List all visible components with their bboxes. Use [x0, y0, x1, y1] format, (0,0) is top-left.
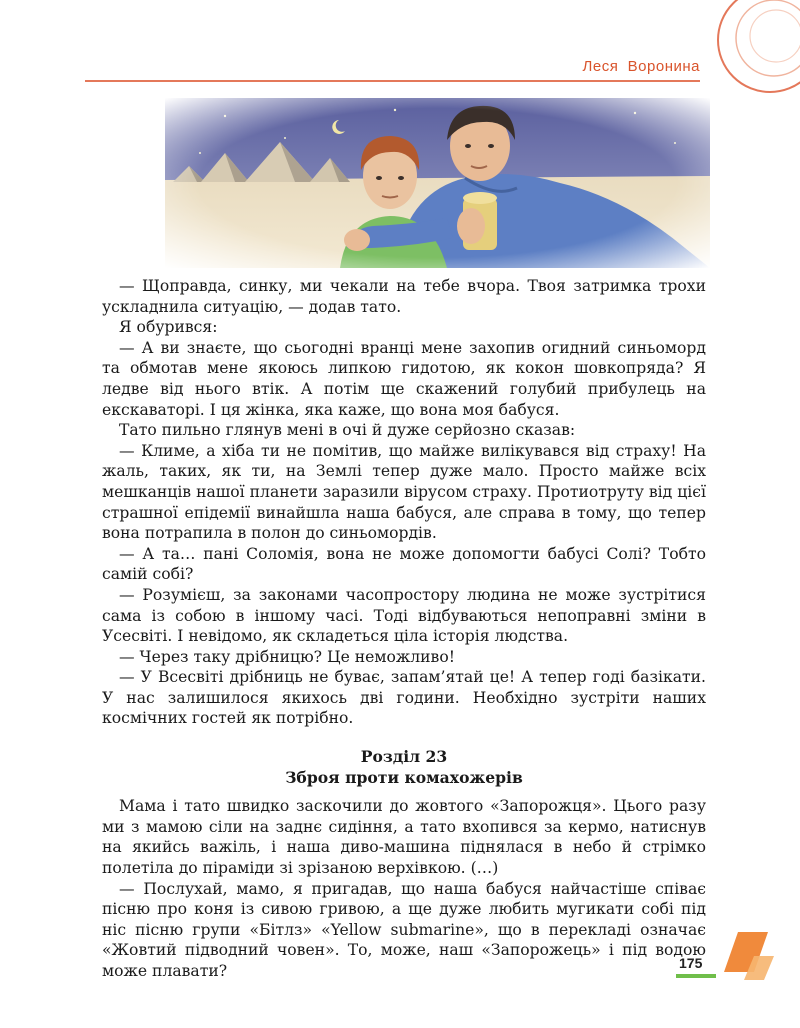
chapter-number: Розділ 23 — [360, 747, 448, 767]
chapter-title: Зброя проти комахожерів — [285, 767, 523, 787]
story-text — [102, 276, 706, 982]
paragraph: — У Всесвіті дрібниць не буває, запам’ятай це! А тепер годі базікати. У нас залишилося якихось дві години. Необхідно зустріти наших космічних гостей як потрібно. — [102, 668, 706, 728]
paragraph: — Розумієш, за законами часопростору людина не може зустрітися сама із собою в іншому часі. Тоді відбуваються непоправні зміни в Усесвіті. І невідомо, як складеться ціла історія людства. — [102, 585, 706, 646]
paragraph: — А та… пані Соломія, вона не може допомогти бабусі Солі? Тобто самій собі? — [102, 544, 706, 584]
paragraph: — Через таку дрібницю? Це неможливо! — [119, 647, 455, 666]
paragraph: Тато пильно глянув мені в очі й дуже серйозно сказав: — [119, 421, 576, 440]
author-name: Леся Воронина — [582, 58, 700, 75]
paragraph: — Климе, а хіба ти не помітив, що майже вилікувався від страху! На жаль, таких, як ти, на Землі тепер дуже мало. Просто майже всіх мешканців нашої планети заразили вірусом страху. Протиотруту від цієї страшної епідемії винайшла наша бабуся, але справа в тому, що тепер вона потрапила в полон до синьомордів. — [102, 441, 706, 543]
paragraph: — Послухай, мамо, я пригадав, що наша бабуся найчастіше співає пісню про коня із сивою гривою, а ще дуже любить мугикати собі під ніс пісню групи «Бітлз» «Yellow submarine», що в перекладі означає «Жовтий підводний човен». То, може, наш «Запорожець» і під водою може плавати? — [102, 879, 706, 980]
page-number: 175 — [679, 955, 703, 971]
paragraph: — А ви знаєте, що сьогодні вранці мене захопив огидний синьоморд та обмотав мене якоюсь липкою гидотою, як кокон шовкопряда? Я ледве від нього втік. А потім ще скажений голубий прибулець на екскаваторі. І ця жінка, яка каже, що вона моя бабуся. — [102, 338, 706, 419]
paragraph: Я обурився: — [119, 318, 218, 337]
pyramids-father-son-illustration — [165, 98, 710, 268]
paragraph: Мама і тато швидко заскочили до жовтого «Запорожця». Цього разу ми з мамою сіли на заднє сидіння, а тато вхопився за кермо, натиснув на якийсь важіль, і наша диво-машина піднялася в небо й стрімко полетіла до піраміди зі зрізаною верхівкою. (…) — [102, 797, 706, 878]
paragraph: — Щоправда, синку, ми чекали на тебе вчора. Твоя затримка трохи ускладнила ситуацію, — додав тато. — [102, 277, 706, 316]
header-rule — [85, 80, 700, 82]
